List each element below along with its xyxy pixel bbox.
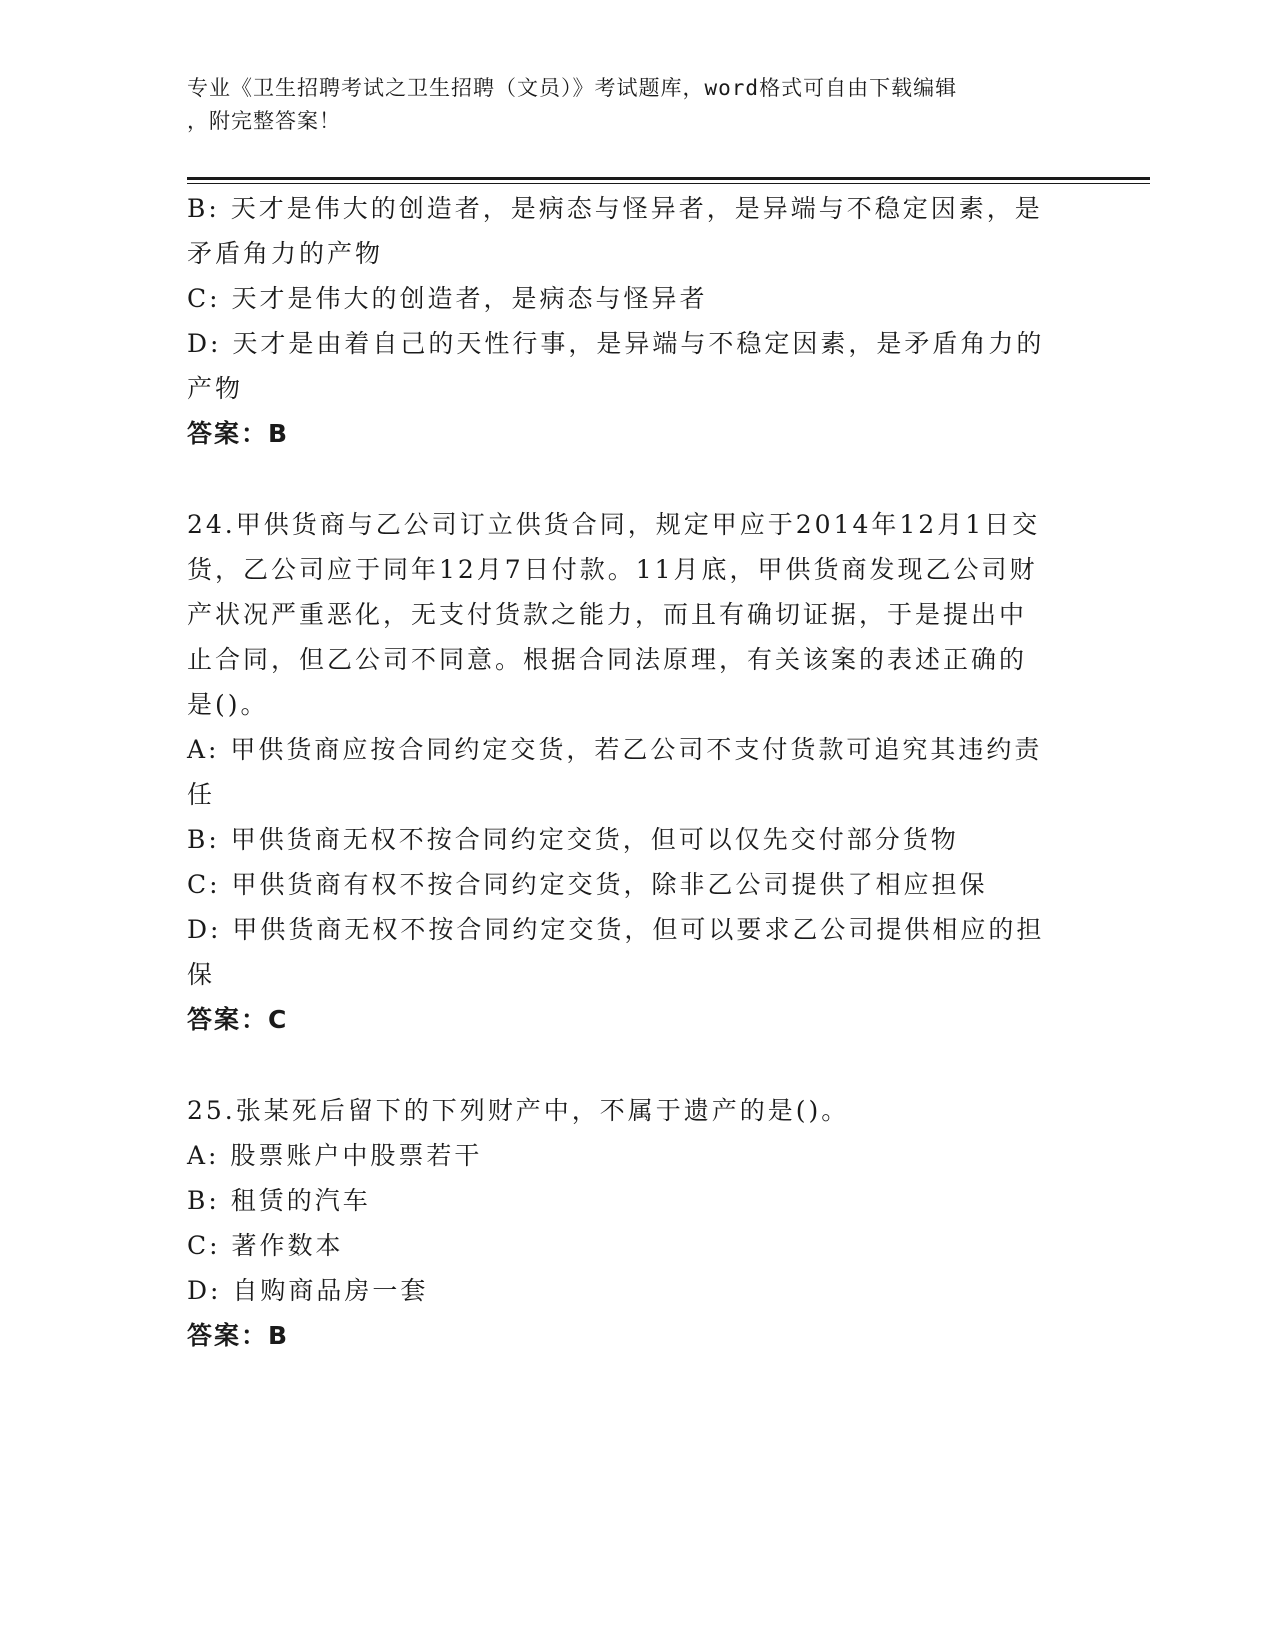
- question-stem: 25.张某死后留下的下列财产中，不属于遗产的是()。: [187, 1096, 850, 1125]
- question-24: [187, 502, 1087, 1042]
- option-c: C: 天才是伟大的创造者，是病态与怪异者: [187, 284, 708, 313]
- header-line-1: 专业《卫生招聘考试之卫生招聘（文员）》考试题库，word格式可自由下载编辑: [187, 76, 958, 100]
- header-rule-thin: [187, 183, 1150, 184]
- spacer: [187, 1042, 1087, 1088]
- option-c: C: 著作数本: [187, 1231, 344, 1260]
- answer: 答案：C: [187, 1005, 289, 1034]
- option-b: B: 天才是伟大的创造者，是病态与怪异者，是异端与不稳定因素，是: [187, 194, 1043, 223]
- option-d: D: 自购商品房一套: [187, 1276, 429, 1305]
- document-header: [187, 72, 1067, 138]
- header-line-2: ，附完整答案！: [187, 109, 341, 133]
- spacer: [187, 456, 1087, 502]
- question-25: [187, 1088, 1087, 1358]
- option-a: A: 甲供货商应按合同约定交货，若乙公司不支付货款可追究其违约责: [187, 735, 1043, 764]
- option-a-cont: 任: [187, 780, 216, 809]
- header-rule-thick: [187, 177, 1150, 180]
- question-stem-cont: 是()。: [187, 690, 269, 719]
- option-d: D: 甲供货商无权不按合同约定交货，但可以要求乙公司提供相应的担: [187, 915, 1045, 944]
- option-d-cont: 产物: [187, 374, 244, 403]
- option-c: C: 甲供货商有权不按合同约定交货，除非乙公司提供了相应担保: [187, 870, 988, 899]
- question-stem-cont: 货，乙公司应于同年12月7日付款。11月底，甲供货商发现乙公司财: [187, 555, 1038, 584]
- option-b: B: 甲供货商无权不按合同约定交货，但可以仅先交付部分货物: [187, 825, 959, 854]
- document-body: [187, 186, 1087, 1358]
- question-stem: 24.甲供货商与乙公司订立供货合同，规定甲应于2014年12月1日交: [187, 510, 1041, 539]
- answer: 答案：B: [187, 1321, 290, 1350]
- question-stem-cont: 止合同，但乙公司不同意。根据合同法原理，有关该案的表述正确的: [187, 645, 1028, 674]
- answer: 答案：B: [187, 419, 290, 448]
- question-stem-cont: 产状况严重恶化，无支付货款之能力，而且有确切证据，于是提出中: [187, 600, 1028, 629]
- option-d-cont: 保: [187, 960, 216, 989]
- option-d: D: 天才是由着自己的天性行事，是异端与不稳定因素，是矛盾角力的: [187, 329, 1045, 358]
- option-b: B: 租赁的汽车: [187, 1186, 371, 1215]
- question-23: [187, 186, 1087, 456]
- option-a: A: 股票账户中股票若干: [187, 1141, 483, 1170]
- option-b-cont: 矛盾角力的产物: [187, 239, 384, 268]
